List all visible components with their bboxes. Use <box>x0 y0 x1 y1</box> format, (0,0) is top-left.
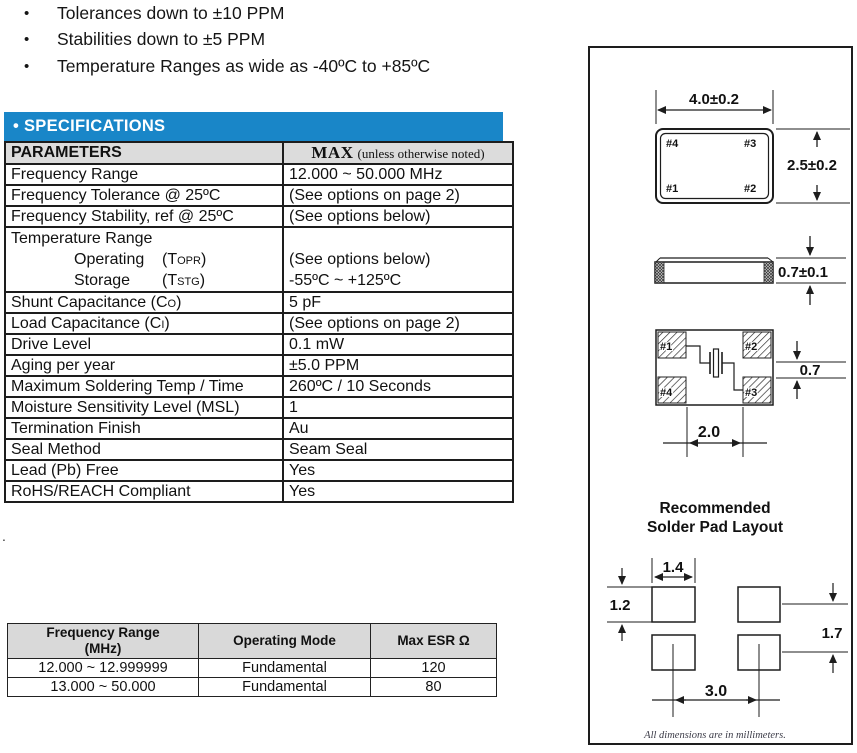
param-cell: Maximum Soldering Temp / Time <box>5 376 283 397</box>
stray-period: . <box>2 528 6 544</box>
bullet-icon: • <box>24 57 30 75</box>
pad-label: #3 <box>745 387 758 399</box>
value-cell: Yes <box>283 460 513 481</box>
col-pitch-dimension-label: 3.0 <box>704 683 728 700</box>
solder-pad-title-line2: Solder Pad Layout <box>646 519 784 536</box>
table-header-row <box>5 142 513 164</box>
param-cell: Lead (Pb) Free <box>5 460 283 481</box>
param-cell: Seal Method <box>5 439 283 460</box>
side-view <box>655 236 846 305</box>
panel-border <box>589 47 852 744</box>
solder-pad <box>652 587 695 622</box>
value-cell: ±5.0 PPM <box>283 355 513 376</box>
operating-symbol: (TOPR) <box>162 251 207 268</box>
pad-label: #2 <box>745 341 758 353</box>
bullet-text: Tolerances down to ±10 PPM <box>57 2 285 23</box>
bullet-icon: • <box>24 31 30 49</box>
table-row <box>5 439 513 460</box>
solder-pad-title-line1: Recommended <box>659 500 771 517</box>
value-cell: 0.1 mW <box>283 334 513 355</box>
frequency-range-cell: 12.000 ~ 12.999999 <box>8 659 199 678</box>
right-termination <box>764 262 773 283</box>
esr-data-row <box>8 678 497 697</box>
param-cell: RoHS/REACH Compliant <box>5 481 283 502</box>
pad-label: #4 <box>660 387 673 399</box>
max-header-cell <box>283 142 513 164</box>
storage-value: -55ºC ~ +125ºC <box>289 272 402 289</box>
table-row <box>5 376 513 397</box>
param-cell <box>5 227 283 292</box>
width-dimension-label: 4.0±0.2 <box>689 91 739 108</box>
crystal-wire <box>686 346 710 363</box>
max-esr-cell: 120 <box>371 659 497 678</box>
bullet-icon: • <box>24 4 30 22</box>
table-row <box>5 185 513 206</box>
row-pitch-dimension-label: 1.7 <box>821 625 843 642</box>
value-cell: 5 pF <box>283 292 513 313</box>
table-row <box>5 481 513 502</box>
param-cell: Shunt Capacitance (CO) <box>5 292 283 313</box>
value-cell: (See options below) <box>283 206 513 227</box>
crystal-wire <box>722 363 743 390</box>
value-cell: Au <box>283 418 513 439</box>
table-row <box>5 206 513 227</box>
pad-label: #4 <box>666 138 679 150</box>
specifications-section <box>4 112 503 503</box>
solder-pad <box>738 587 780 622</box>
table-row-temperature-range <box>5 227 513 292</box>
feature-bullet-list <box>24 0 430 80</box>
max-note: (unless otherwise noted) <box>357 146 485 161</box>
bullet-item <box>24 27 430 54</box>
max-esr-cell: 80 <box>371 678 497 697</box>
value-cell: Yes <box>283 481 513 502</box>
thickness-dimension-label: 0.7±0.1 <box>778 264 828 281</box>
value-cell: Seam Seal <box>283 439 513 460</box>
operating-mode-cell: Fundamental <box>199 659 371 678</box>
operating-label: Operating <box>74 251 145 268</box>
crystal-body <box>714 349 719 377</box>
param-cell: Frequency Stability, ref @ 25ºC <box>5 206 283 227</box>
bullet-text: Stabilities down to ±5 PPM <box>57 29 266 50</box>
pad-label: #2 <box>744 183 757 195</box>
solder-pad-layout <box>607 500 848 717</box>
storage-symbol: (TSTG) <box>162 272 206 289</box>
pad-width-dimension-label: 1.4 <box>662 559 684 576</box>
frequency-range-cell: 13.000 ~ 50.000 <box>8 678 199 697</box>
table-row <box>5 460 513 481</box>
param-cell: Termination Finish <box>5 418 283 439</box>
param-cell: Load Capacitance (CI) <box>5 313 283 334</box>
specifications-table <box>4 141 514 503</box>
param-cell: Aging per year <box>5 355 283 376</box>
bullet-item <box>24 0 430 27</box>
value-cell: (See options on page 2) <box>283 185 513 206</box>
value-cell: 260ºC / 10 Seconds <box>283 376 513 397</box>
temp-range-title: Temperature Range <box>11 230 153 247</box>
value-cell: (See options on page 2) <box>283 313 513 334</box>
parameters-header-cell: PARAMETERS <box>5 142 283 164</box>
operating-mode-cell: Fundamental <box>199 678 371 697</box>
max-label: MAX <box>311 143 354 162</box>
side-outline <box>655 262 773 283</box>
temp-operating-line <box>11 249 282 270</box>
param-cell: Frequency Tolerance @ 25ºC <box>5 185 283 206</box>
table-row <box>5 164 513 185</box>
left-termination <box>655 262 664 283</box>
table-row <box>5 355 513 376</box>
storage-label: Storage <box>74 272 131 289</box>
param-cell: Drive Level <box>5 334 283 355</box>
esr-table-section <box>7 623 497 697</box>
temp-storage-line <box>11 270 282 291</box>
pad-label: #1 <box>660 341 673 353</box>
esr-col3-header: Max ESR Ω <box>371 624 497 659</box>
pad-pitch-dimension-label: 2.0 <box>697 424 721 441</box>
pad-label: #3 <box>744 138 757 150</box>
height-dimension-label: 2.5±0.2 <box>787 157 837 174</box>
param-cell: Frequency Range <box>5 164 283 185</box>
package-drawing <box>588 46 853 745</box>
esr-col1-header: Frequency Range (MHz) <box>8 624 199 659</box>
bullet-text: Temperature Ranges as wide as -40ºC to +85ºC <box>57 55 431 76</box>
esr-data-row <box>8 659 497 678</box>
pad-height-dimension-label: 0.7 <box>799 362 821 379</box>
bottom-view <box>656 330 846 457</box>
esr-header-row <box>8 624 497 659</box>
pad-height-dimension-label: 1.2 <box>609 597 631 614</box>
operating-value: (See options below) <box>289 251 431 268</box>
table-row <box>5 292 513 313</box>
pad-label: #1 <box>666 183 679 195</box>
value-cell <box>283 227 513 292</box>
dimensions-note: All dimensions are in millimeters. <box>644 730 786 741</box>
mechanical-drawing-panel <box>588 46 853 745</box>
param-cell: Moisture Sensitivity Level (MSL) <box>5 397 283 418</box>
bullet-item <box>24 53 430 80</box>
table-row <box>5 334 513 355</box>
value-cell: 1 <box>283 397 513 418</box>
esr-table <box>7 623 497 697</box>
top-view <box>656 90 850 203</box>
value-cell: 12.000 ~ 50.000 MHz <box>283 164 513 185</box>
specifications-header-bar: • SPECIFICATIONS <box>4 112 503 141</box>
table-row <box>5 313 513 334</box>
esr-col2-header: Operating Mode <box>199 624 371 659</box>
table-row <box>5 418 513 439</box>
table-row <box>5 397 513 418</box>
